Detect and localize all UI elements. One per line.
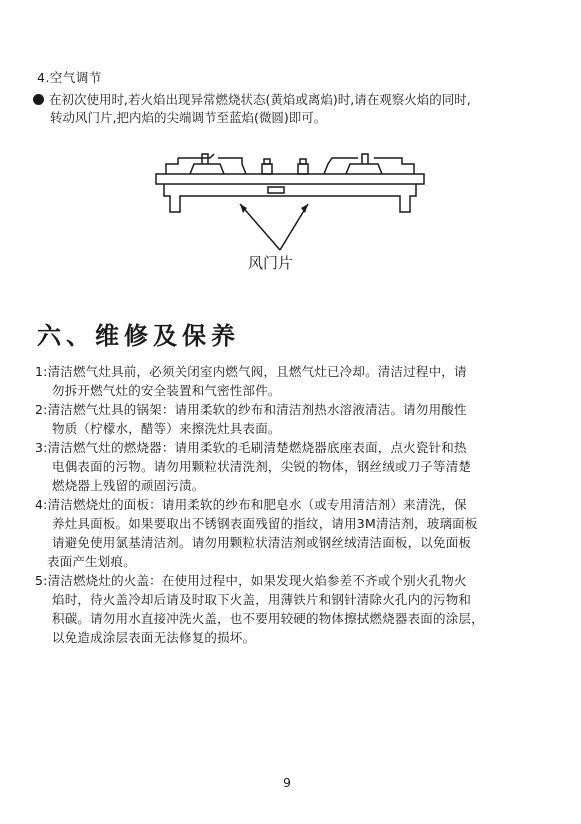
right-knob [298, 164, 308, 174]
left-knob [262, 164, 272, 174]
item-3-line-1: 3:清洁燃气灶的燃烧器：请用柔软的毛刷清楚燃烧器底座表面，点火瓷针和热 [35, 440, 467, 455]
item-2-line-1: 2:清洁燃气灶具的锅架：请用柔软的纱布和清洁剂热水溶液清洁。请勿用酸性 [35, 402, 467, 417]
chapter-title: 六、维修及保养 [37, 322, 240, 350]
item-5-line-1: 5:清洁燃烧灶的火盖：在使用过程中，如果发现火焰参差不齐或个别火孔物火 [35, 573, 467, 588]
item-4-line-4: 表面产生划痕。 [47, 554, 136, 569]
section-heading-air-adjust: 4.空气调节 [37, 70, 102, 85]
arrow-left [240, 204, 280, 250]
air-adjust-text-1: 在初次使用时,若火焰出现异常燃烧状态(黄焰或离焰)时,请在观察火焰的同时, [49, 92, 471, 107]
air-adjust-line-1 [33, 90, 471, 108]
top-panel [156, 174, 424, 184]
item-3-line-2: 电偶表面的污物。请勿用颗粒状清洗剂，尖锐的物体，钢丝绒或刀子等清楚 [52, 459, 472, 474]
diagram-label: 风门片 [248, 254, 294, 272]
item-1-line-2: 勿拆开燃气灶的安全装置和气密性部件。 [52, 383, 281, 398]
item-5-line-3: 积碳。请勿用水直接冲洗火盖，也不要用较硬的物体擦拭燃烧器表面的涂层， [52, 611, 484, 626]
bullet-icon [33, 94, 44, 105]
left-pan-support [166, 158, 178, 174]
item-4-line-2: 养灶具面板。如果要取出不锈钢表面残留的指纹，请用3M清洁剂，玻璃面板 [52, 516, 478, 531]
item-5-line-4: 以免造成涂层表面无法修复的损坏。 [52, 630, 256, 645]
item-5-line-2: 焰时，待火盖冷却后请及时取下火盖，用薄铁片和钢针清除火孔内的污物和 [52, 592, 472, 607]
item-4-line-3: 请避免使用氯基清洁剂。请勿用颗粒状清洁剂或钢丝绒清洁面板，以免面板 [52, 535, 472, 550]
air-shutter-plate [268, 187, 284, 193]
item-3-line-3: 燃烧器上残留的顽固污渍。 [52, 478, 205, 493]
air-adjust-line-2: 转动风门片,把内焰的尖端调节至蓝焰(微圆)即可。 [50, 110, 327, 125]
stove-body [164, 184, 416, 212]
left-burner [190, 164, 224, 174]
right-burner [324, 158, 358, 174]
item-4-line-1: 4:清洁燃烧灶的面板：请用柔软的纱布和肥皂水（或专用清洁剂）来清洗，保 [35, 497, 467, 512]
right-pan-support [374, 158, 414, 174]
item-2-line-2: 物质（柠檬水，醋等）来擦洗灶具表面。 [52, 421, 281, 436]
page-number: 9 [283, 775, 291, 790]
item-1-line-1: 1:清洁燃气灶具前，必须关闭室内燃气阀，且燃气灶已冷却。清洁过程中，请 [35, 364, 467, 379]
